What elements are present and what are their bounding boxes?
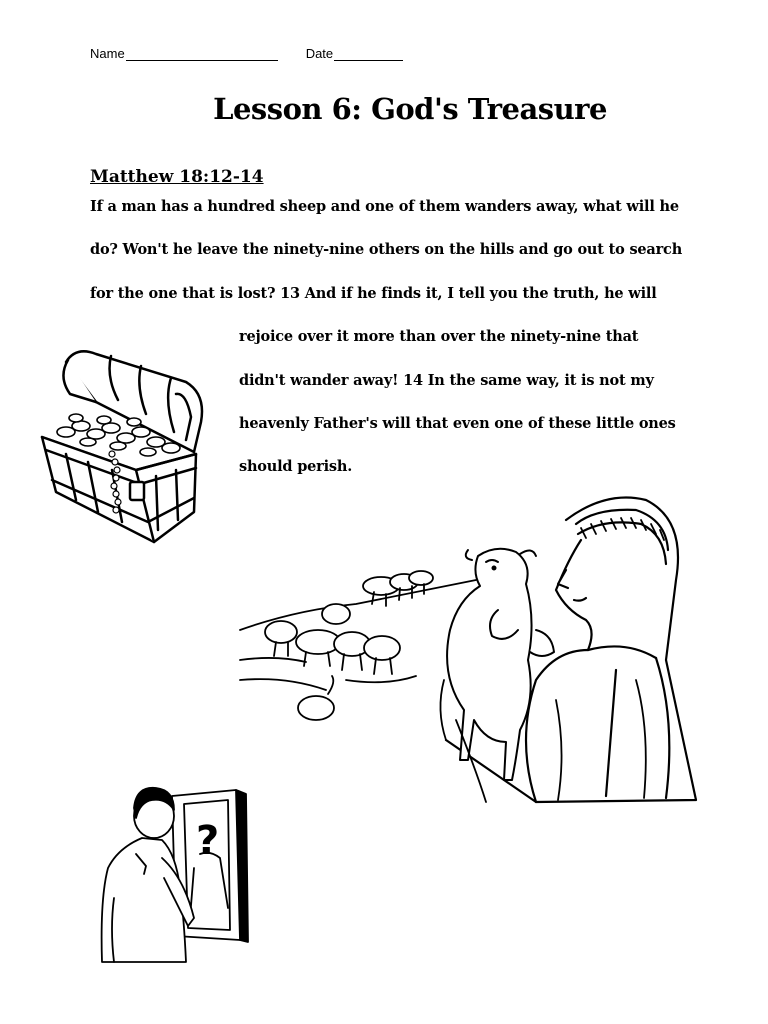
person-at-mirror-illustration (44, 758, 316, 966)
name-blank-line (126, 48, 278, 61)
date-field[interactable] (306, 46, 403, 61)
verse-line-1: If a man has a hundred sheep and one of them wanders away, what will he (90, 198, 679, 215)
treasure-chest-illustration (36, 342, 211, 547)
name-label: Name (90, 46, 125, 61)
verse-line-3: for the one that is lost? 13 And if he finds it, I tell you the truth, he will (90, 285, 657, 302)
verse-line-5: didn't wander away! 14 In the same way, it is not my (239, 372, 654, 389)
name-field[interactable] (90, 46, 278, 61)
verse-line-6: heavenly Father's will that even one of these little ones (239, 415, 676, 432)
date-blank-line (334, 48, 403, 61)
header-fields (90, 46, 403, 61)
date-label: Date (305, 46, 334, 61)
page-title: Lesson 6: God's Treasure (213, 92, 607, 126)
verse-line-4: rejoice over it more than over the ninety-nine that (239, 328, 639, 345)
verse-line-2: do? Won't he leave the ninety-nine others on the hills and go out to search (90, 241, 683, 258)
verse-line-7: should perish. (239, 458, 353, 475)
question-mark: ? (196, 818, 220, 864)
scripture-reference: Matthew 18:12-14 (90, 167, 264, 187)
